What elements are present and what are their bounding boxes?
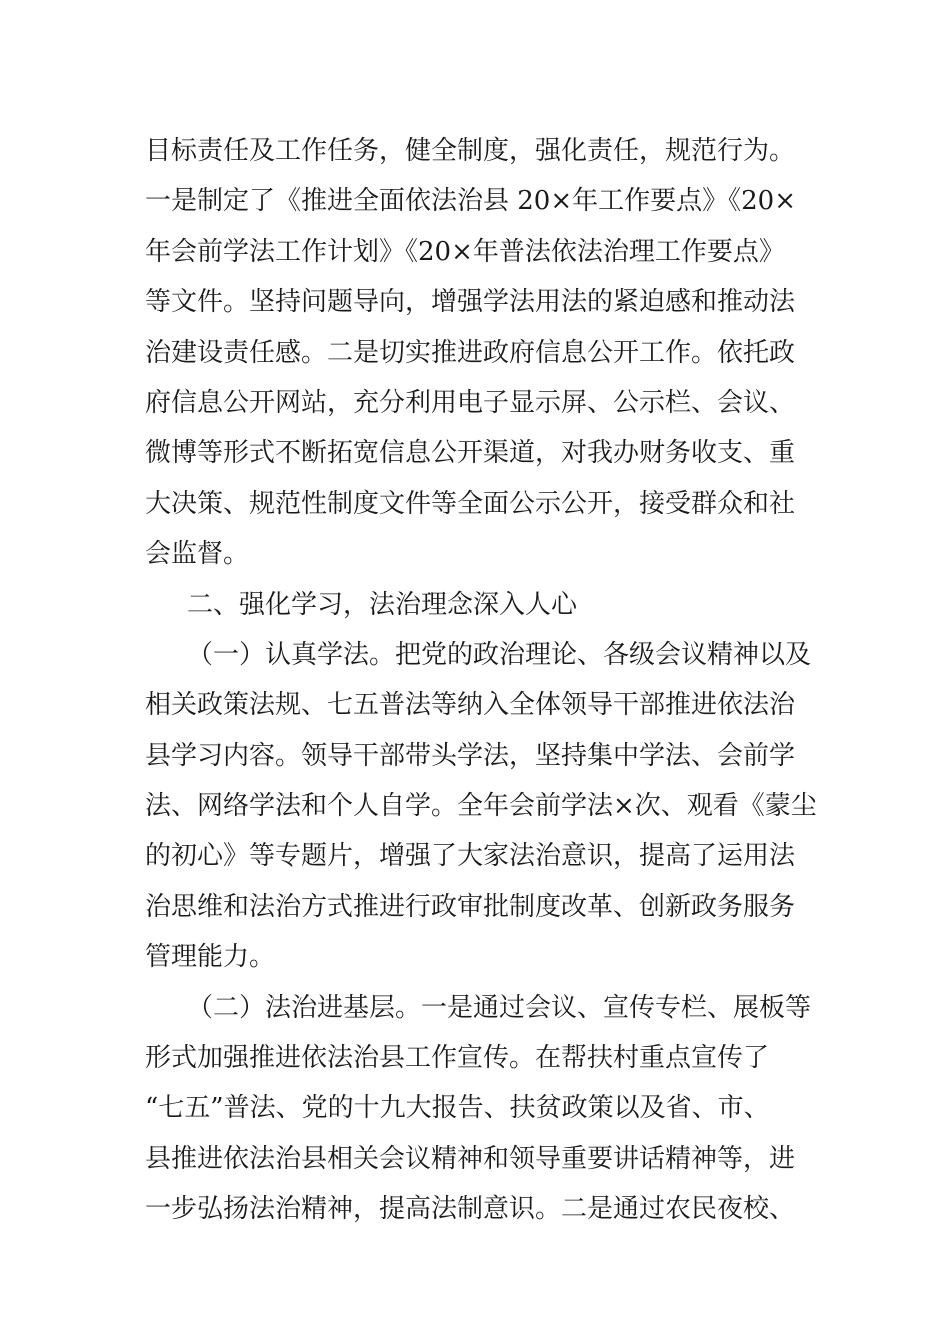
- text-line: 相关政策法规、七五普法等纳入全体领导干部推进依法治: [145, 690, 796, 721]
- text-line: 治建设责任感。二是切实推进政府信息公开工作。依托政: [145, 337, 796, 368]
- text-line: 大决策、规范性制度文件等全面公示公开，接受群众和社: [145, 488, 796, 519]
- text-line: 一是制定了《推进全面依法治县 20×年工作要点》《20×: [145, 186, 797, 217]
- text-line: 治思维和法治方式推进行政审批制度改革、创新政务服务: [145, 891, 796, 922]
- body-text: [145, 126, 817, 1235]
- text-line: 县学习内容。领导干部带头学法，坚持集中学法、会前学: [145, 740, 796, 771]
- text-line: 会监督。: [145, 539, 250, 570]
- text-line: 管理能力。: [145, 942, 276, 973]
- text-line: 年会前学法工作计划》《20×年普法依法治理工作要点》: [145, 236, 785, 267]
- paragraph-start-line: （一）认真学法。把党的政治理论、各级会议精神以及: [187, 639, 812, 670]
- paragraph-start-line: （二）法治进基层。一是通过会议、宣传专栏、展板等: [187, 992, 812, 1023]
- section-heading: 二、强化学习，法治理念深入人心: [187, 589, 578, 620]
- text-line: “七五”普法、党的十九大报告、扶贫政策以及省、市、: [145, 1093, 770, 1124]
- text-line: 府信息公开网站，充分利用电子显示屏、公示栏、会议、: [145, 387, 796, 418]
- text-line: 目标责任及工作任务，健全制度，强化责任，规范行为。: [145, 136, 796, 166]
- text-line: 等文件。坚持问题导向，增强学法用法的紧迫感和推动法: [145, 287, 796, 318]
- text-line: 的初心》等专题片，增强了大家法治意识，提高了运用法: [145, 841, 796, 872]
- text-line: 县推进依法治县相关会议精神和领导重要讲话精神等，进: [145, 1143, 796, 1174]
- text-line: 形式加强推进依法治县工作宣传。在帮扶村重点宣传了: [145, 1043, 770, 1074]
- text-line: 微博等形式不断拓宽信息公开渠道，对我办财务收支、重: [145, 438, 796, 469]
- text-line: 一步弘扬法治精神，提高法制意识。二是通过农民夜校、: [145, 1194, 796, 1225]
- text-line: 法、网络学法和个人自学。全年会前学法×次、观看《蒙尘: [145, 791, 817, 822]
